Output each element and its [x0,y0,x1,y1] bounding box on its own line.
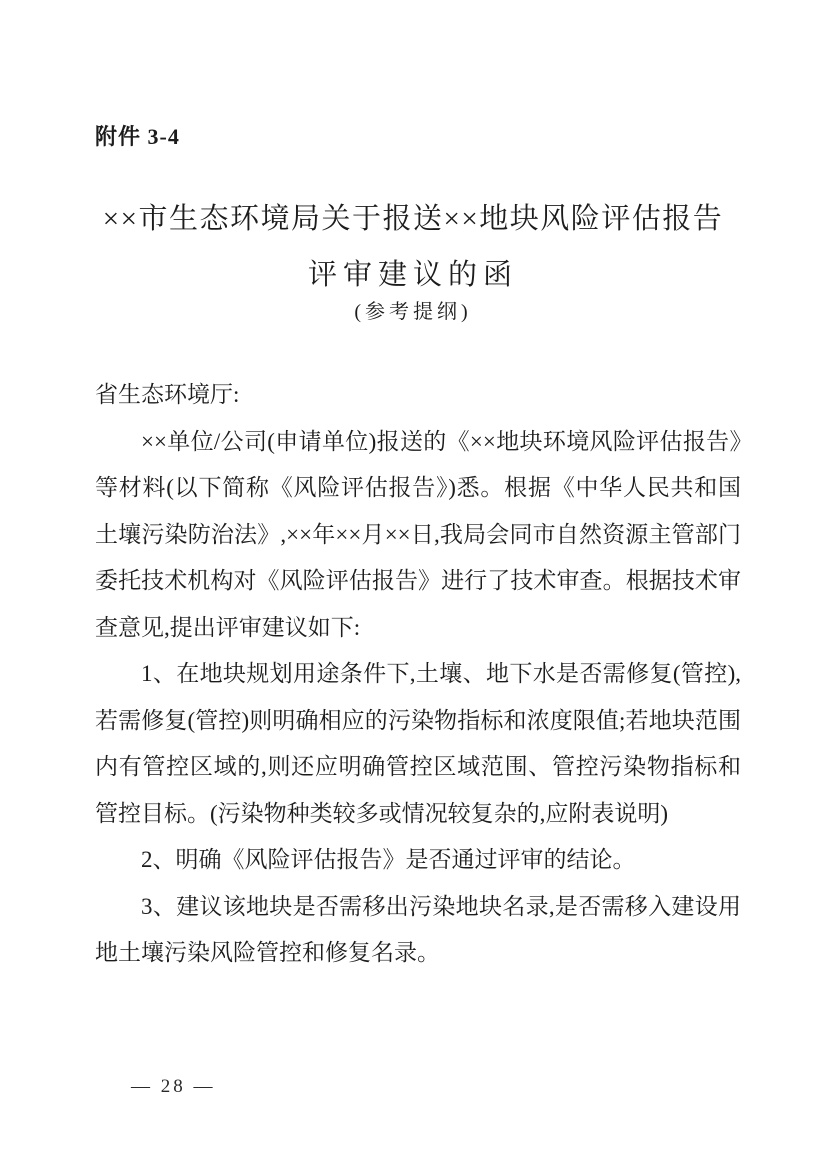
attachment-label: 附件 3-4 [95,124,180,149]
paragraph-item-3: 3、建议该地块是否需移出污染地块名录,是否需移入建设用地土壤污染风险管控和修复名录。 [95,893,741,965]
document-body [95,372,741,977]
subtitle-reference-outline: (参考提纲) [354,301,472,323]
paragraph-intro: ××单位/公司(申请单位)报送的《××地块环境风险评估报告》等材料(以下简称《风险评估报告》)悉。根据《中华人民共和国土壤污染防治法》,××年××月××日,我局会同市自然资源主管部门委托技术机构对《风险评估报告》进行了技术审查。根据技术审查意见,提出评审建议如下: [95,428,741,640]
title-line-1: ××市生态环境局关于报送××地块风险评估报告 [102,203,724,235]
paragraph-item-1: 1、在地块规划用途条件下,土壤、地下水是否需修复(管控),若需修复(管控)则明确相应的污染物指标和浓度限值;若地块范围内有管控区域的,则还应明确管控区域范围、管控污染物指标和管控目标。(污染物种类较多或情况较复杂的,应附表说明) [95,661,741,826]
document-title [0,196,826,293]
page-number: — 28 — [131,1076,216,1097]
title-line-2: 评审建议的函 [307,259,518,291]
paragraph-item-2: 2、明确《风险评估报告》是否通过评审的结论。 [141,847,636,872]
salutation: 省生态环境厅: [95,382,240,407]
